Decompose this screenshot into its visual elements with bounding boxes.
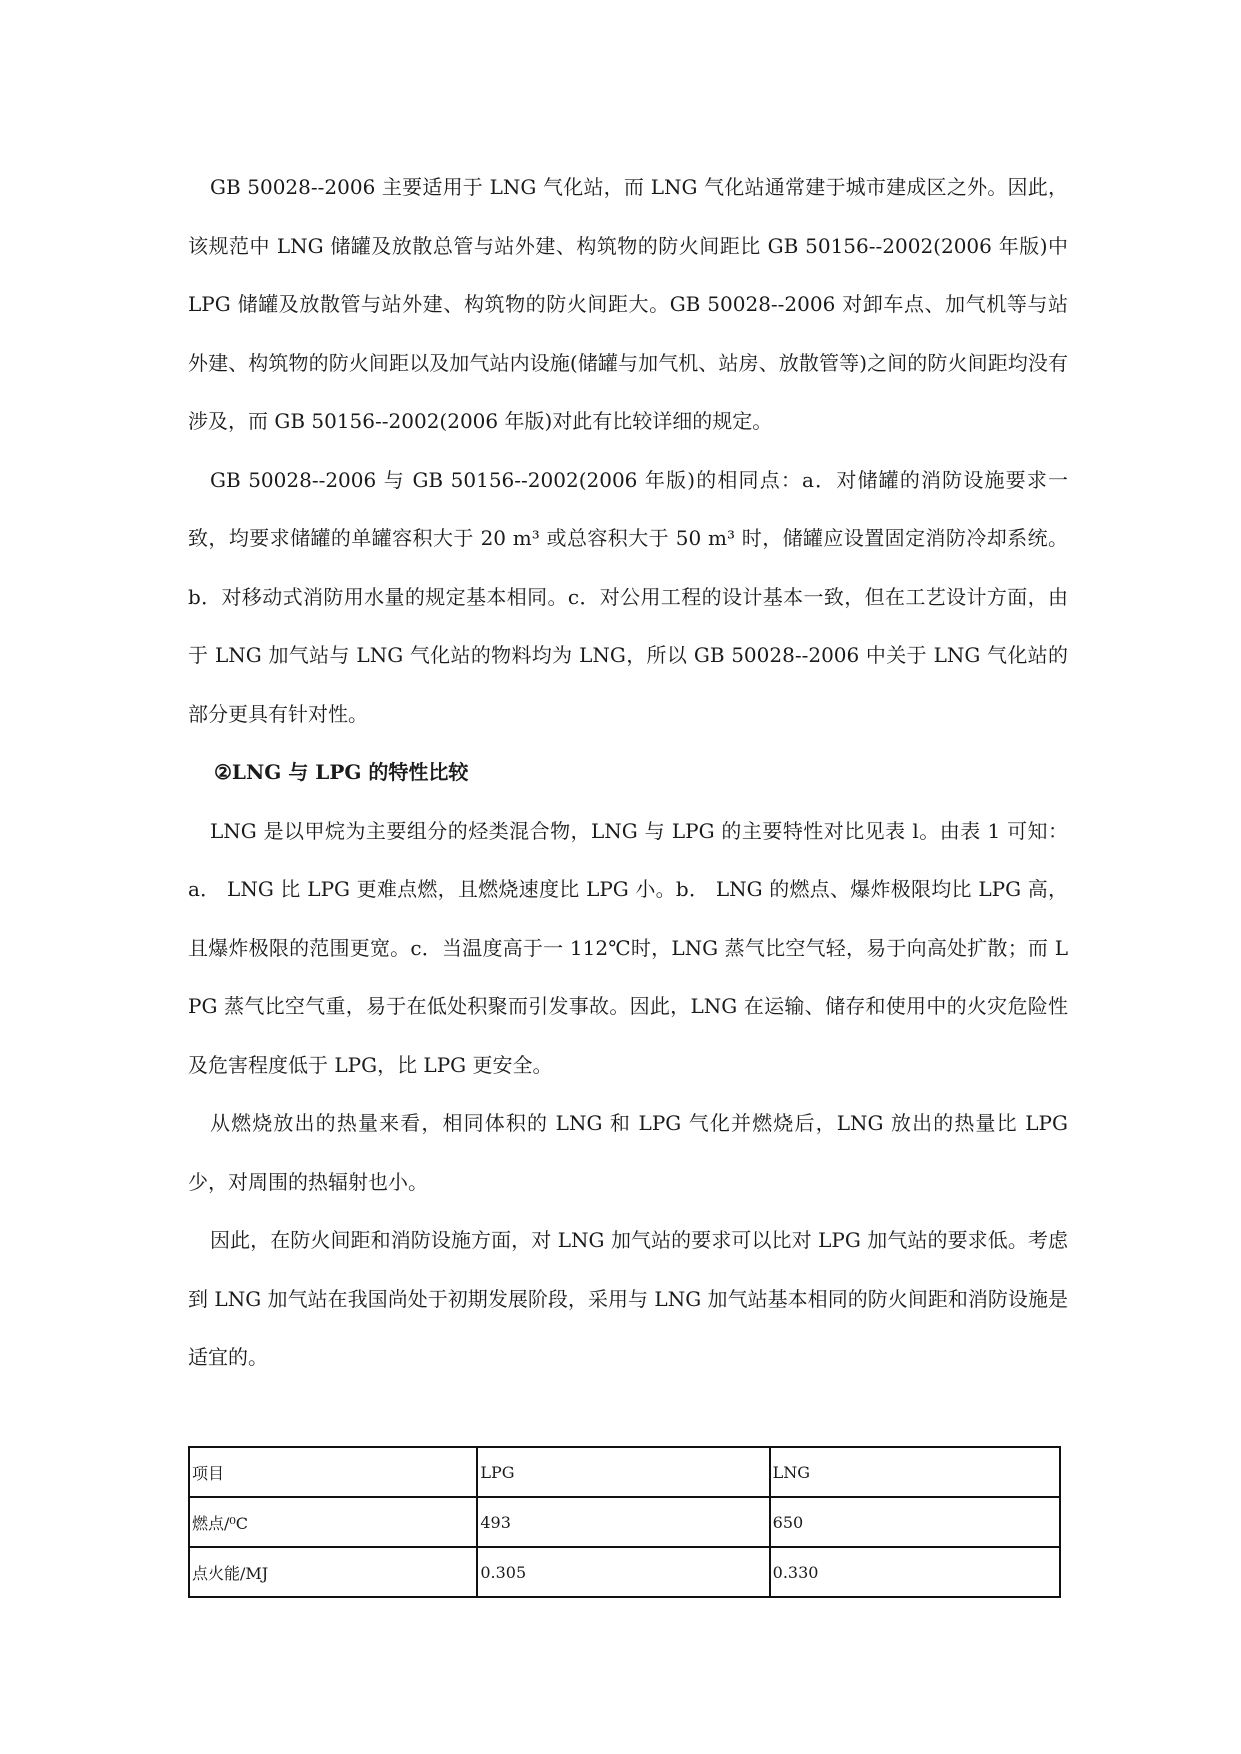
table-cell: LNG bbox=[770, 1447, 1060, 1497]
paragraph-lng-properties: LNG 是以甲烷为主要组分的烃类混合物，LNG 与 LPG 的主要特性对比见表 l。由表 1 可知：a． LNG 比 LPG 更难点燃，且燃烧速度比 LPG 小。b． LNG 的燃点、爆炸极限均比 LPG 高，且爆炸极限的范围更宽。c．当温度高于一 112℃时，LNG 蒸气比空气轻，易于向高处扩散；而 LPG 蒸气比空气重，易于在低处积聚而引发事故。因此，LNG 在运输、储存和使用中的火灾危险性及危害程度低于 LPG，比 LPG 更安全。 bbox=[188, 818, 1068, 1077]
table-cell: 燃点/⁰C bbox=[189, 1497, 477, 1547]
table-cell: 493 bbox=[477, 1497, 769, 1547]
table-cell: 项目 bbox=[189, 1447, 477, 1497]
section-heading: ②LNG 与 LPG 的特性比较 bbox=[214, 760, 469, 784]
paragraph-standards-scope: GB 50028--2006 主要适用于 LNG 气化站，而 LNG 气化站通常建于城市建成区之外。因此，该规范中 LNG 储罐及放散总管与站外建、构筑物的防火间距比 GB 50156--2002(2006 年版)中 LPG 储罐及放散管与站外建、构筑物的防火间距大。GB 50028--2006 对卸车点、加气机等与站外建、构筑物的防火间距以及加气站内设施(储罐与加气机、站房、放散管等)之间的防火间距均没有涉及，而 GB 50156--2002(2006 年版)对此有比较详细的规定。 bbox=[188, 175, 1068, 433]
properties-table bbox=[188, 1446, 1061, 1598]
table-cell: LPG bbox=[477, 1447, 769, 1497]
table-cell: 0.330 bbox=[770, 1547, 1060, 1597]
table-row bbox=[189, 1497, 1060, 1547]
paragraph-conclusion: 因此，在防火间距和消防设施方面，对 LNG 加气站的要求可以比对 LPG 加气站的要求低。考虑到 LNG 加气站在我国尚处于初期发展阶段，采用与 LNG 加气站基本相同的防火间距和消防设施是适宜的。 bbox=[188, 1228, 1068, 1369]
table-row bbox=[189, 1447, 1060, 1497]
table-cell: 0.305 bbox=[477, 1547, 769, 1597]
paragraph-heat-release: 从燃烧放出的热量来看，相同体积的 LNG 和 LPG 气化并燃烧后，LNG 放出的热量比 LPG 少，对周围的热辐射也小。 bbox=[188, 1111, 1068, 1194]
table-row bbox=[189, 1547, 1060, 1597]
table-cell: 点火能/MJ bbox=[189, 1547, 477, 1597]
document-body bbox=[188, 158, 1068, 1387]
table-cell: 650 bbox=[770, 1497, 1060, 1547]
paragraph-standards-common-points: GB 50028--2006 与 GB 50156--2002(2006 年版)的相同点：a．对储罐的消防设施要求一致，均要求储罐的单罐容积大于 20 m³ 或总容积大于 50 m³ 时，储罐应设置固定消防冷却系统。b．对移动式消防用水量的规定基本相同。c．对公用工程的设计基本一致，但在工艺设计方面，由于 LNG 加气站与 LNG 气化站的物料均为 LNG，所以 GB 50028--2006 中关于 LNG 气化站的部分更具有针对性。 bbox=[188, 467, 1068, 726]
